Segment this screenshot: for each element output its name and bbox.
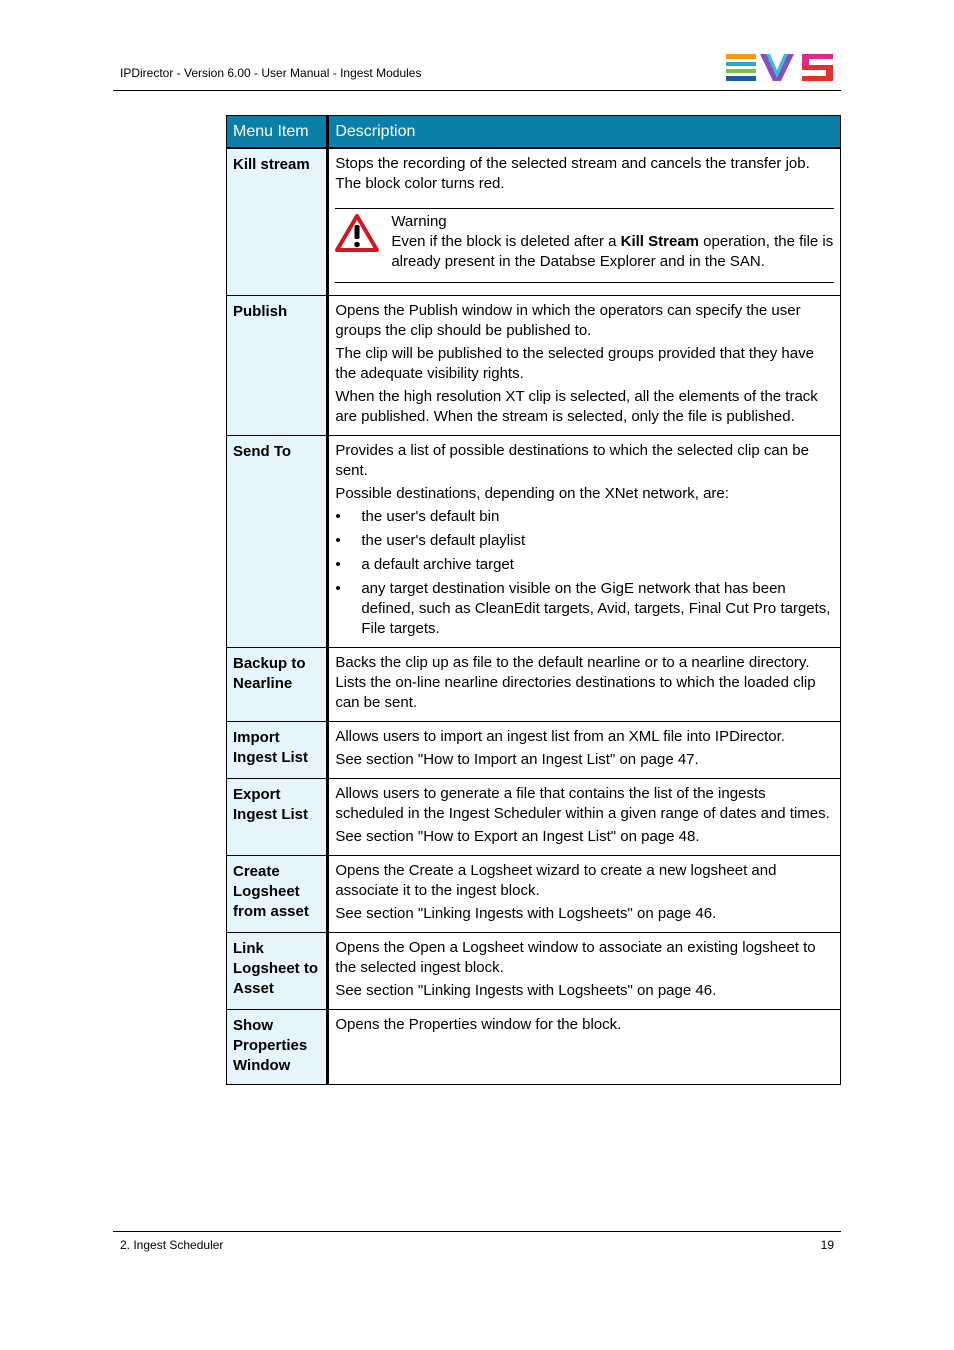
menu-item-description bbox=[328, 436, 841, 648]
list-item-text: the user's default playlist bbox=[361, 532, 526, 549]
menu-item-name: Import Ingest List bbox=[227, 722, 328, 779]
cross-reference-link[interactable]: See section "How to Import an Ingest List" on page 47. bbox=[335, 751, 699, 768]
table-row bbox=[227, 148, 841, 296]
document-header-title: IPDirector - Version 6.00 - User Manual - Ingest Modules bbox=[120, 66, 422, 80]
menu-item-name: Backup to Nearline bbox=[227, 648, 328, 722]
description-text: The clip will be published to the selected groups provided that they have the adequate visibility rights. bbox=[335, 345, 814, 382]
description-text: Provides a list of possible destinations to which the selected clip can be sent. bbox=[335, 442, 809, 479]
cross-reference-link[interactable]: See section "Linking Ingests with Logsheets" on page 46. bbox=[335, 982, 717, 999]
warning-text bbox=[391, 212, 834, 272]
warning-triangle-icon bbox=[335, 212, 391, 272]
table-row bbox=[227, 856, 841, 933]
page-number: 19 bbox=[820, 1238, 834, 1252]
menu-item-name: Link Logsheet to Asset bbox=[227, 933, 328, 1010]
description-text: Allows users to import an ingest list from an XML file into IPDirector. bbox=[335, 728, 785, 745]
menu-item-name: Show Properties Window bbox=[227, 1010, 328, 1085]
bullet-icon: • bbox=[335, 508, 341, 525]
description-text: Opens the Properties window for the block. bbox=[335, 1016, 622, 1033]
evs-logo bbox=[726, 54, 834, 82]
menu-item-description bbox=[328, 148, 841, 296]
warning-body-bold: Kill Stream bbox=[620, 233, 700, 250]
description-text: Opens the Open a Logsheet window to associate an existing logsheet to the selected ingest block. bbox=[335, 939, 816, 976]
description-text: Allows users to generate a file that contains the list of the ingests scheduled in the Ingest Scheduler within a given range of dates and times. bbox=[335, 785, 830, 822]
warning-title: Warning bbox=[391, 213, 447, 230]
menu-item-description bbox=[328, 856, 841, 933]
list-item bbox=[335, 579, 834, 639]
table-row bbox=[227, 722, 841, 779]
destination-list bbox=[335, 507, 834, 639]
description-text: Opens the Publish window in which the operators can specify the user groups the clip should be published to. bbox=[335, 302, 801, 339]
table-row bbox=[227, 1010, 841, 1085]
menu-item-name: Kill stream bbox=[227, 148, 328, 296]
description-text: Backs the clip up as file to the default nearline or to a nearline directory. Lists the on-line nearline directories destinations to which the loaded clip can be sent. bbox=[335, 654, 816, 711]
table-row bbox=[227, 436, 841, 648]
list-item bbox=[335, 555, 834, 575]
menu-item-name: Publish bbox=[227, 296, 328, 436]
table-row bbox=[227, 296, 841, 436]
warning-box bbox=[335, 208, 834, 283]
description-text: Possible destinations, depending on the XNet network, are: bbox=[335, 485, 729, 502]
description-text: Opens the Create a Logsheet wizard to create a new logsheet and associate it to the ingest block. bbox=[335, 862, 777, 899]
description-text: When the high resolution XT clip is selected, all the elements of the track are published. When the stream is selected, only the file is published. bbox=[335, 388, 818, 425]
column-header-menu-item: Menu Item bbox=[227, 116, 328, 149]
table-row bbox=[227, 648, 841, 722]
bullet-icon: • bbox=[335, 556, 341, 573]
list-item-text: a default archive target bbox=[361, 556, 514, 573]
table-row bbox=[227, 933, 841, 1010]
warning-body-post: operation, the file is already present in the Databse Explorer and in the SAN. bbox=[391, 233, 834, 270]
list-item-text: any target destination visible on the GigE network that has been defined, such as CleanEdit targets, Avid, targets, Final Cut Pro targets, File targets. bbox=[361, 580, 831, 637]
bullet-icon: • bbox=[335, 532, 341, 549]
menu-item-name: Export Ingest List bbox=[227, 779, 328, 856]
description-text: Stops the recording of the selected stream and cancels the transfer job. The block color turns red. bbox=[335, 155, 810, 192]
header-divider bbox=[113, 90, 841, 91]
table-header-row bbox=[227, 116, 841, 149]
footer-divider bbox=[113, 1231, 841, 1232]
list-item bbox=[335, 531, 834, 551]
cross-reference-link[interactable]: See section "Linking Ingests with Logsheets" on page 46. bbox=[335, 905, 717, 922]
column-header-description: Description bbox=[328, 116, 841, 149]
list-item-text: the user's default bin bbox=[361, 508, 500, 525]
cross-reference-link[interactable]: See section "How to Export an Ingest List" on page 48. bbox=[335, 828, 700, 845]
warning-body-pre: Even if the block is deleted after a bbox=[391, 233, 621, 250]
menu-item-description bbox=[328, 1010, 841, 1085]
menu-item-description bbox=[328, 779, 841, 856]
menu-item-description bbox=[328, 648, 841, 722]
menu-item-name: Send To bbox=[227, 436, 328, 648]
menu-items-table bbox=[226, 115, 841, 1085]
warning-body bbox=[391, 232, 834, 272]
footer-section-title: 2. Ingest Scheduler bbox=[120, 1238, 224, 1252]
menu-item-name: Create Logsheet from asset bbox=[227, 856, 328, 933]
menu-item-description bbox=[328, 933, 841, 1010]
bullet-icon: • bbox=[335, 580, 341, 597]
menu-item-description bbox=[328, 722, 841, 779]
list-item bbox=[335, 507, 834, 527]
table-row bbox=[227, 779, 841, 856]
menu-item-description bbox=[328, 296, 841, 436]
